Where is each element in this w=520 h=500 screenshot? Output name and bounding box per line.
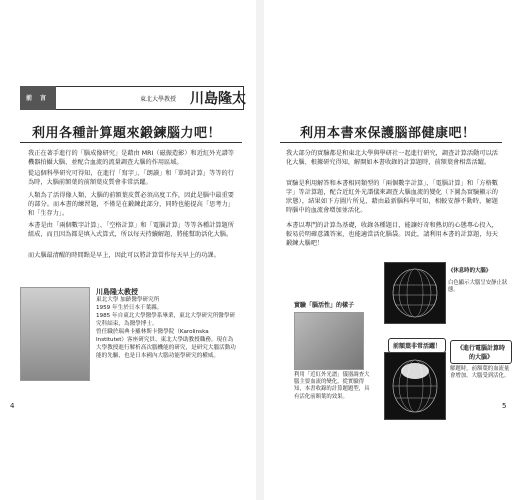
left-paragraph-2: 從這個科學研究可得知，在進行「寫字」、「朗讀」和「單純計算」等等的行為時，大腦前額葉的前額葉皮質會非常活躍。 <box>28 170 234 186</box>
rest-brain-caption: 白色顯示大腦呈安靜止狀態。 <box>448 280 508 294</box>
author-name: 川島隆太 <box>190 91 246 107</box>
bio-line: 東北大學 加齡醫學研究所 <box>96 297 160 303</box>
title-underline <box>280 142 502 143</box>
right-paragraph-2: 實驗是利用解答和本書相同類型的「兩個數字計算」、「電腦計算」和「方格數字」等計算題，配合近紅外光譜儀來調查大腦血流的變化（下圖為實驗顯示的狀態），結果如下方圖片所見，藉由最新腦科學可知，相較安靜不動時，解題時腦中的血流會增加並活化。 <box>286 180 498 214</box>
rest-brain-image <box>384 262 446 324</box>
title-underline <box>20 142 242 143</box>
brain-wireframe-icon <box>385 263 445 323</box>
active-brain-image <box>384 352 446 420</box>
author-affiliation: 東北大學教授 <box>140 96 177 103</box>
chapter-tag-box <box>20 86 56 110</box>
bio-line: 1985 年自東北大學醫學系畢業，東北大學研究所醫學研究科結束，為醫學博士。 <box>96 313 236 327</box>
left-page <box>0 0 256 500</box>
left-paragraph-4: 本書是由「兩個數字計算」、「空格計算」和「電腦計算」等等各種計算題所組成，而且因為都是填入式算式，所以每天持續解題，將能幫助活化大腦。 <box>28 222 234 238</box>
chapter-tag-1: 前 <box>26 95 33 102</box>
chapter-tag-2: 言 <box>40 95 47 102</box>
calc-brain-label: 《進行電腦計算時的大腦》 <box>450 340 512 364</box>
left-page-title: 利用各種計算題來鍛鍊腦力吧！ <box>32 126 222 141</box>
page-number-right: 5 <box>502 402 507 410</box>
page-number-left: 4 <box>10 402 15 410</box>
right-paragraph-3: 本書以專門的計算為基礎，收錄各種題目，能讓好奇和熱切的心態專心投入，較易於明確意識答案，也能適當活化腦袋。因此，請利用本書的計算題，每天鍛鍊大腦吧！ <box>286 222 498 247</box>
calc-brain-caption: 解題時，前額葉的血流量會增加，大腦受到活化。 <box>450 366 510 380</box>
book-gutter <box>256 0 264 500</box>
left-paragraph-3: 人類為了活得像人類，大腦的前額葉皮質必須高度工作，因此是腦中最重要的部分。而本書的練習題，不僅是在鍛鍊此部分，同時也能提高「思考力」和「生存力」。 <box>28 192 234 217</box>
right-paragraph-1: 我大部分的實驗都是和東北大學與學研社一起進行研究，調查計算活動可以活化大腦、根據研究得知，解開如本書收錄的計算題時，前額葉會相當活躍。 <box>286 150 498 166</box>
experiment-photo <box>294 312 364 370</box>
left-paragraph-5: 而大腦最清醒的時間點是早上，因此可以將計算當作每天早上的功課。 <box>28 252 220 259</box>
author-photo <box>20 287 90 381</box>
right-page <box>264 0 520 500</box>
bio-name: 川島隆太教授 <box>96 288 138 296</box>
right-page-title: 利用本書來保護腦部健康吧！ <box>300 126 476 141</box>
bio-line: 1959 年生於日本千葉縣。 <box>96 305 163 311</box>
active-callout: 前額葉非常活躍！ <box>388 338 446 353</box>
left-paragraph-1: 我正在著手進行的「腦成像研究」是藉由 MRI（磁振造影）和近紅外光譜等機器拍攝大腦，並配合血流的流量調查大腦的作用區域。 <box>28 150 234 166</box>
bio-line: 曾任職於瑞典卡羅林斯卡醫學院（Karolinska Institutet）客座研究員、東北大學助教授職務。現在為大學教授進行解析高次腦機能的研究，是研究大腦活動功能的先驅，也是日本國內大腦功能學研究的權威。 <box>96 329 236 359</box>
brain-active-icon <box>385 353 445 419</box>
photo-caption: 利用「近紅外光譜」儀器調查大腦主要血流的變化，從實驗得知，本書收錄的計算題題型，具有活化前額葉的效果。 <box>294 372 370 400</box>
photo-label: 實驗「腦活性」的樣子 <box>294 302 355 309</box>
bio-text <box>96 296 236 360</box>
rest-brain-label: 《休息時的大腦》 <box>448 268 492 274</box>
